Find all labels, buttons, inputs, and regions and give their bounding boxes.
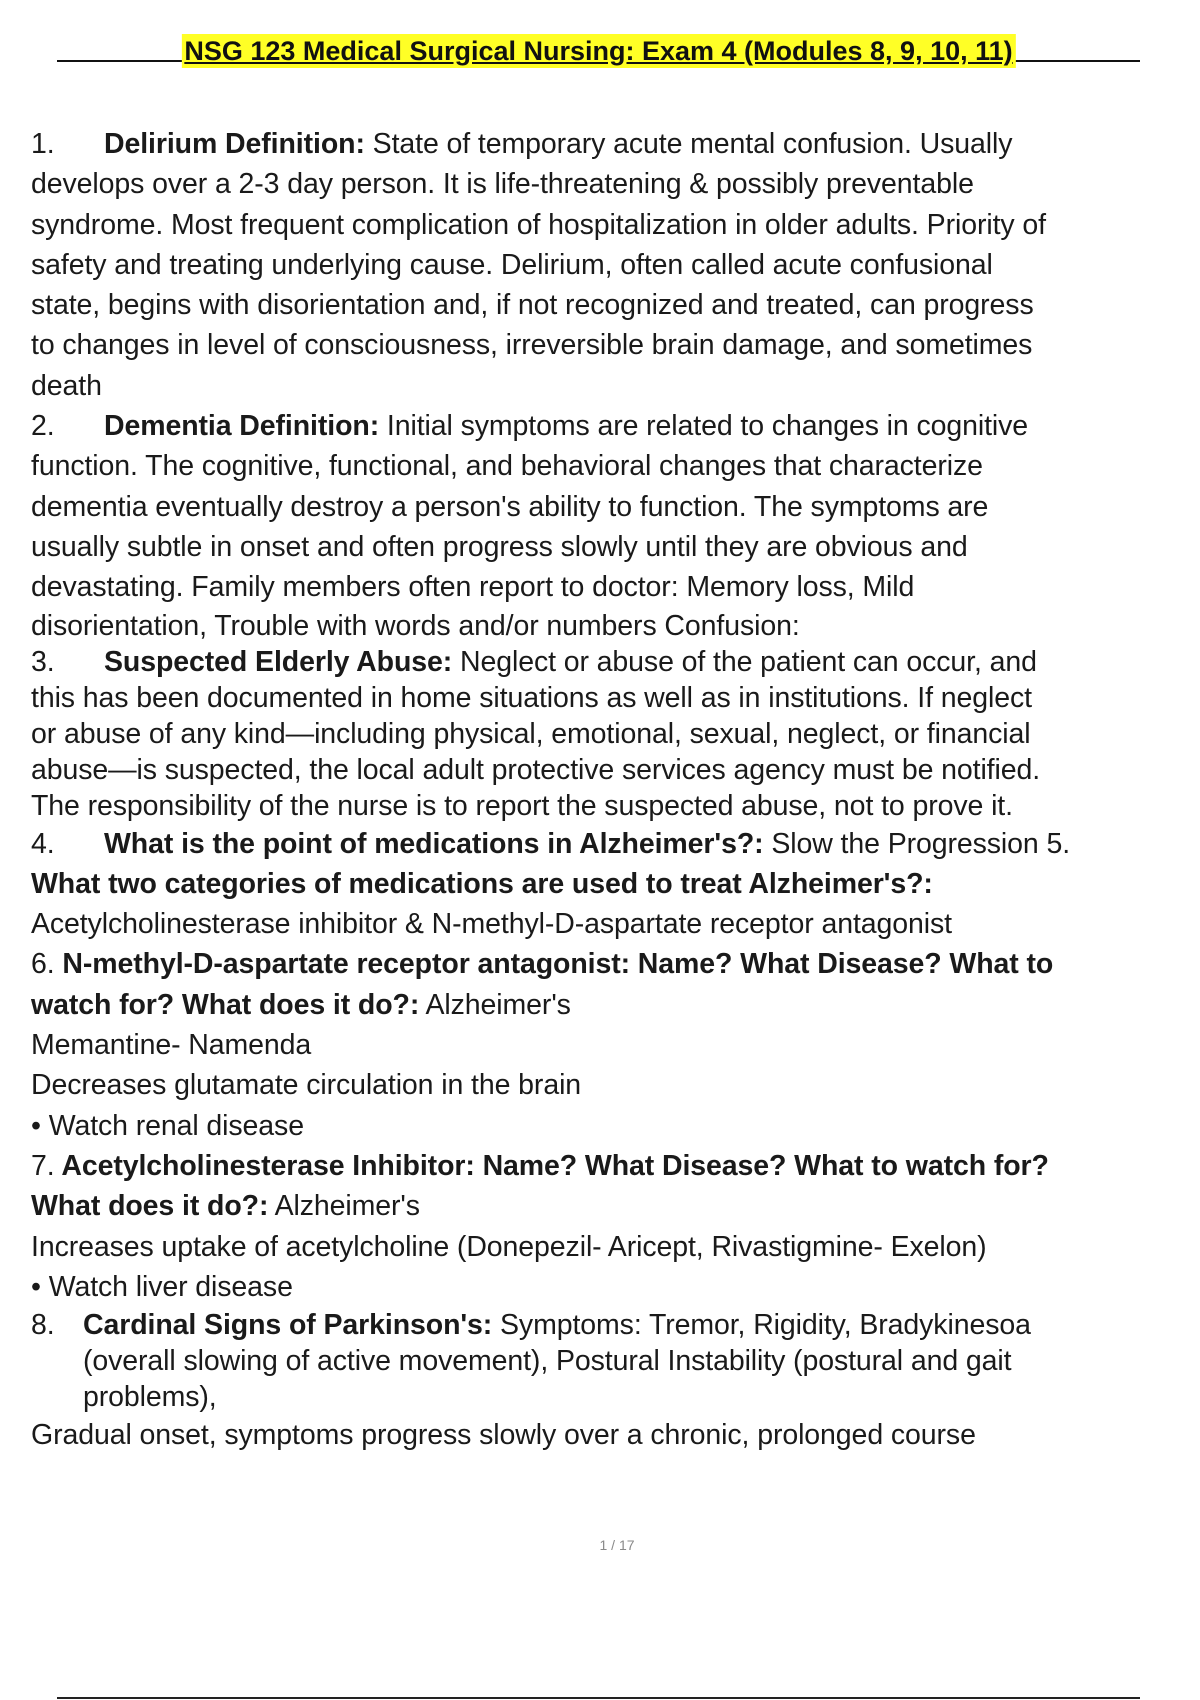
item-text: problems), <box>83 1381 217 1414</box>
item-text: Memantine- Namenda <box>31 1029 312 1062</box>
item-text: Increases uptake of acetylcholine (Donepezil- Aricept, Rivastigmine- Exelon) <box>31 1230 987 1263</box>
item-text: develops over a 2-3 day person. It is life-threatening & possibly preventable <box>31 168 974 201</box>
item-text: Symptoms: Tremor, Rigidity, Bradykinesoa <box>492 1309 1031 1342</box>
item-text: Alzheimer's <box>268 1190 420 1223</box>
bottom-rule <box>57 1697 1140 1699</box>
item-text: state, begins with disorientation and, if not recognized and treated, can progress <box>31 289 1034 322</box>
document-title: NSG 123 Medical Surgical Nursing: Exam 4 (Modules 8, 9, 10, 11) <box>181 34 1015 68</box>
item-number: 7. <box>31 1149 55 1182</box>
document-body <box>31 124 1191 1455</box>
item-heading: What is the point of medications in Alzheimer's?: <box>104 827 764 860</box>
title-row <box>57 34 1140 74</box>
item-acetylcholinesterase-inhibitor <box>31 1146 1191 1307</box>
item-delirium <box>31 124 1191 406</box>
page-indicator: 1 / 17 <box>599 1537 635 1553</box>
item-text: Acetylcholinesterase inhibitor & N-methyl-D-aspartate receptor antagonist <box>31 908 952 941</box>
item-text: to changes in level of consciousness, irreversible brain damage, and sometimes <box>31 329 1033 362</box>
item-heading: Acetylcholinesterase Inhibitor: Name? What Disease? What to watch for? <box>54 1149 1049 1182</box>
item-alzheimers-med-purpose <box>31 824 1191 864</box>
item-text: syndrome. Most frequent complication of hospitalization in older adults. Priority of <box>31 208 1046 241</box>
item-elderly-abuse <box>31 644 1191 824</box>
item-heading: N-methyl-D-aspartate receptor antagonist: Name? What Disease? What to <box>54 948 1054 981</box>
item-text: devastating. Family members often report to doctor: Memory loss, Mild <box>31 571 915 604</box>
item-text: this has been documented in home situations as well as in institutions. If neglect <box>31 681 1032 714</box>
item-text: Initial symptoms are related to changes in cognitive <box>379 410 1029 443</box>
item-text: Alzheimer's <box>419 988 571 1021</box>
item-heading: What two categories of medications are used to treat Alzheimer's?: <box>31 867 933 900</box>
item-text: The responsibility of the nurse is to report the suspected abuse, not to prove it. <box>31 789 1013 822</box>
item-text: dementia eventually destroy a person's ability to function. The symptoms are <box>31 490 989 523</box>
item-nmda-antagonist <box>31 944 1191 1145</box>
item-heading: Suspected Elderly Abuse: <box>104 645 453 678</box>
item-text: Slow the Progression 5. <box>763 827 1071 860</box>
item-number: 8. <box>31 1309 55 1342</box>
item-alzheimers-med-categories <box>31 864 1191 945</box>
item-number: 3. <box>31 645 55 678</box>
item-number: 4. <box>31 827 55 860</box>
item-text: • Watch liver disease <box>31 1270 293 1303</box>
item-text: abuse—is suspected, the local adult protective services agency must be notified. <box>31 753 1041 786</box>
item-number: 6. <box>31 948 55 981</box>
item-text: Gradual onset, symptoms progress slowly over a chronic, prolonged course <box>31 1419 976 1452</box>
item-heading: Dementia Definition: <box>104 410 380 443</box>
item-text: or abuse of any kind—including physical, emotional, sexual, neglect, or financial <box>31 717 1031 750</box>
item-heading: watch for? What does it do?: <box>31 988 420 1021</box>
item-text: disorientation, Trouble with words and/or numbers Confusion: <box>31 609 800 642</box>
item-text: Neglect or abuse of the patient can occur, and <box>452 645 1037 678</box>
item-dementia <box>31 406 1191 643</box>
item-text: • Watch renal disease <box>31 1109 304 1142</box>
item-heading: Delirium Definition: <box>104 128 365 160</box>
item-text: State of temporary acute mental confusion. Usually <box>364 128 1013 160</box>
item-parkinsons-signs <box>31 1307 1191 1455</box>
item-text: usually subtle in onset and often progress slowly until they are obvious and <box>31 530 968 563</box>
item-number: 1. <box>31 128 55 160</box>
item-heading: What does it do?: <box>31 1190 269 1223</box>
item-number: 2. <box>31 410 55 443</box>
item-text: safety and treating underlying cause. Delirium, often called acute confusional <box>31 248 993 281</box>
item-text: (overall slowing of active movement), Postural Instability (postural and gait <box>83 1345 1012 1378</box>
item-text: death <box>31 369 102 402</box>
item-text: Decreases glutamate circulation in the brain <box>31 1069 582 1102</box>
item-heading: Cardinal Signs of Parkinson's: <box>83 1309 493 1342</box>
item-text: function. The cognitive, functional, and behavioral changes that characterize <box>31 450 983 483</box>
